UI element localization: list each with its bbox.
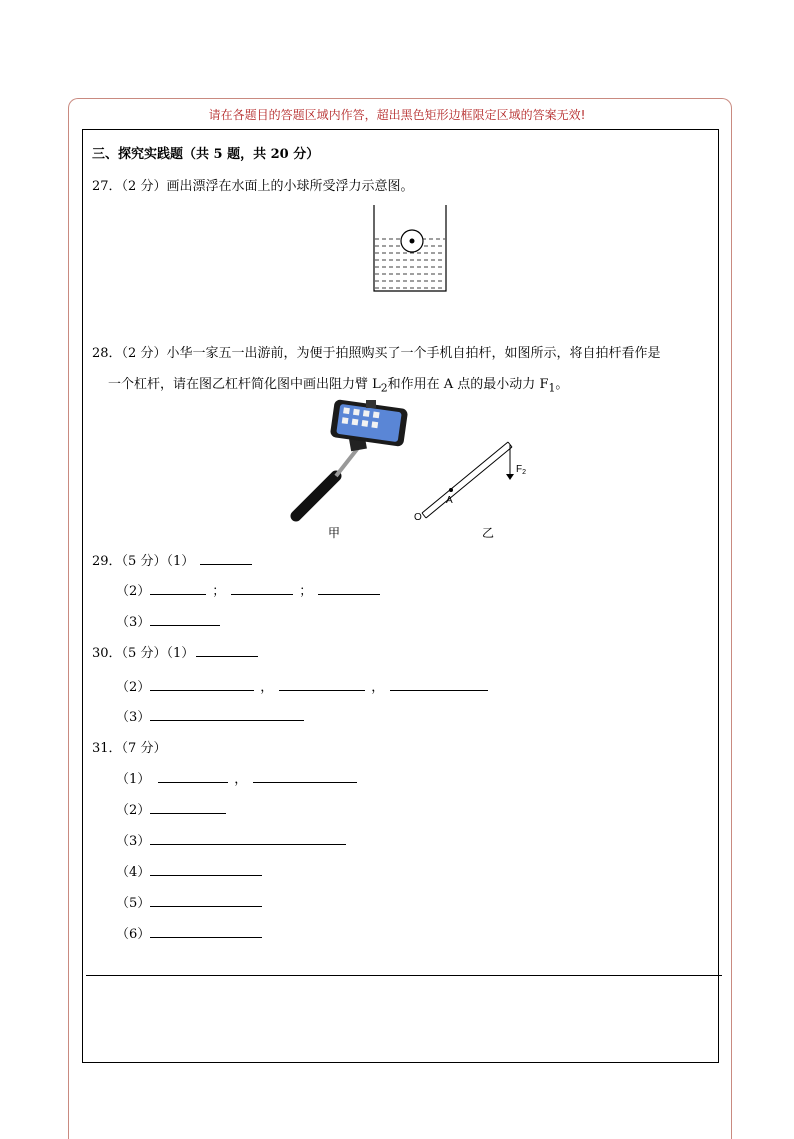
question-27-text: 27．（2 分）画出漂浮在水面上的小球所受浮力示意图。 xyxy=(92,179,414,194)
q29-head: 29．（5 分）（1） xyxy=(92,554,195,569)
lever-label-o: O xyxy=(414,512,422,523)
q30-blank-2c[interactable] xyxy=(390,677,488,691)
q30-label-2: （2） xyxy=(116,680,151,695)
q28-text-b: 和作用在 A 点的最小动力 F xyxy=(387,377,549,392)
q30-head: 30．（5 分）（1） xyxy=(92,646,195,661)
q31-label-3: （3） xyxy=(116,834,151,849)
q31-blank-2[interactable] xyxy=(150,800,226,814)
question-30-part2: （2） ， ， xyxy=(116,676,488,695)
question-31-part6 xyxy=(116,923,262,942)
figure-caption-jia: 甲 xyxy=(328,526,341,540)
answer-area-notice: 请在各题目的答题区域内作答，超出黑色矩形边框限定区域的答案无效! xyxy=(208,108,586,122)
question-29-part2: （2） ； ； xyxy=(116,580,380,599)
q31-blank-4[interactable] xyxy=(150,862,262,876)
figure-caption-yi: 乙 xyxy=(482,526,495,540)
lever-diagram[interactable] xyxy=(412,440,536,524)
lever-label-a: A xyxy=(446,495,453,506)
q28-text-a: 一个杠杆，请在图乙杠杆简化图中画出阻力臂 L xyxy=(108,377,381,392)
q31-label-5: （5） xyxy=(116,896,151,911)
selfie-stick-photo xyxy=(286,398,418,524)
question-31-part3 xyxy=(116,830,346,849)
q28-sub-l2: 2 xyxy=(380,381,388,395)
question-31-part2 xyxy=(116,799,226,818)
q30-blank-2b[interactable] xyxy=(279,677,365,691)
q31-label-4: （4） xyxy=(116,865,151,880)
question-31-part4 xyxy=(116,861,262,880)
q29-blank-2a[interactable] xyxy=(150,581,206,595)
q30-blank-3[interactable] xyxy=(150,707,304,721)
question-31-part5 xyxy=(116,892,262,911)
q29-label-3: （3） xyxy=(116,615,151,630)
beaker-ball-figure[interactable] xyxy=(368,203,452,295)
q31-blank-1b[interactable] xyxy=(253,769,357,783)
q31-blank-6[interactable] xyxy=(150,924,262,938)
question-30-part3 xyxy=(116,706,304,725)
question-30-part1 xyxy=(92,642,258,661)
question-31-part1: （1） ， xyxy=(116,768,357,787)
q29-blank-2b[interactable] xyxy=(231,581,293,595)
question-31-head: 31．（7 分） xyxy=(92,741,167,756)
q28-text-c: 。 xyxy=(555,377,569,392)
q28-sub-f1: 1 xyxy=(548,381,556,395)
question-28-line2 xyxy=(108,373,568,395)
section-title: 三、探究实践题（共 5 题，共 20 分） xyxy=(92,147,320,162)
q31-label-6: （6） xyxy=(116,927,151,942)
q30-blank-2a[interactable] xyxy=(150,677,254,691)
q31-blank-1a[interactable] xyxy=(158,769,228,783)
section-divider xyxy=(86,975,722,976)
q29-blank-3[interactable] xyxy=(150,612,220,626)
question-29-part3 xyxy=(116,611,220,630)
q30-label-3: （3） xyxy=(116,710,151,725)
q31-label-1: （1） xyxy=(116,772,151,787)
q29-blank-1[interactable] xyxy=(200,551,252,565)
question-28-line1: 28．（2 分）小华一家五一出游前，为便于拍照购买了一个手机自拍杆，如图所示，将自拍杆看作是 xyxy=(92,346,661,361)
q30-blank-1[interactable] xyxy=(196,643,258,657)
q31-label-2: （2） xyxy=(116,803,151,818)
lever-label-f2: $F_2$ xyxy=(516,464,527,476)
q31-blank-5[interactable] xyxy=(150,893,262,907)
q29-blank-2c[interactable] xyxy=(318,581,380,595)
q29-label-2: （2） xyxy=(116,584,151,599)
q31-blank-3[interactable] xyxy=(150,831,346,845)
question-29-part1 xyxy=(92,550,252,569)
